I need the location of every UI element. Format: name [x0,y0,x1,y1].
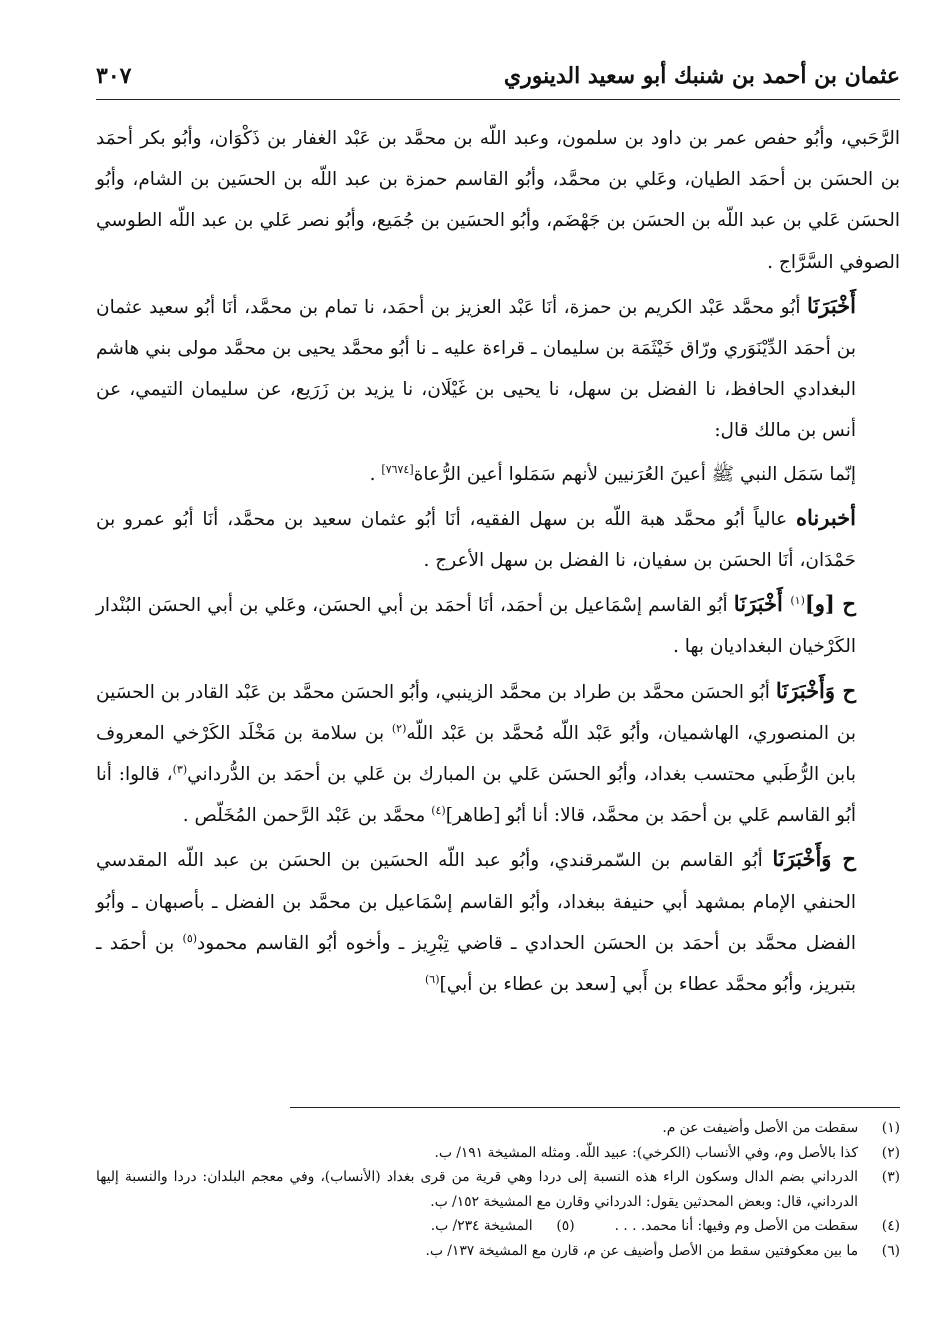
paragraph-lead: ح وَأَخْبَرَنَا [772,846,856,872]
running-header [96,56,900,96]
footnote-row [96,1214,900,1239]
paragraph-text: أبُو القاسم إسْمَاعيل بن أحمَد، أنَا أحمَد بن أبي الحسَن، وعَلي بن أبي الحسَن البُنْدار الكَرْخيان البغداديان بها . [96,595,856,658]
footnote-number: (١) [881,1120,900,1136]
paragraph-text: أبُو محمَّد عَبْد الكريم بن حمزة، أنَا عَبْد العزيز بن أحمَد، نا تمام بن محمَّد، أنَا أبُو سعيد عثمان بن أحمَد الدِّيْنَوَري ورّاق خَيْثَمَة بن سليمان ـ قراءة عليه ـ نا أبُو محمَّد يحيى بن محمَّد مولى بني هاشم البغدادي الحافظ، نا الفضل بن سهل، نا يحيى بن غَيْلَان، نا يزيد بن زَرَيع، عن سليمان التيمي، عن أنس بن مالك قال: [96,296,856,442]
footnote-rule [290,1107,900,1108]
footnote-text: سقطت من الأصل وم وفيها: أنا محمد. . . . [614,1218,858,1234]
footnotes [96,1116,900,1263]
paragraph-text: بن أحمَد ـ بتبريز، وأبُو محمَّد عطاء بن أَبي [سعد بن عطاء بن أبي] [96,932,856,996]
footnote-ref: (٣) [172,762,188,776]
paragraph-prefix: ح [و] [804,591,856,617]
paragraph-text: عالياً أبُو محمَّد هبة اللّه بن سهل الفقيه، أنَا أبُو عثمان سعيد بن محمَّد، أنَا أبُو عمرو بن حَمْدَان، أنَا الحسَن بن سفيان، نا الفضل بن سهل الأعرج . [96,508,856,572]
chapter-title: عثمان بن أحمد بن شنبك أبو سعيد الدينوري [503,63,900,89]
paragraph [96,670,900,837]
footnote-number: (٤) [881,1218,900,1234]
paragraph-text: ، قالوا: أنا أبُو القاسم عَلي بن أحمَد بن محمَّد، قالا: أنا أبُو [طاهر] [96,764,856,827]
paragraph-text: الرَّحَبي، وأبُو حفص عمر بن داود بن سلمون، وعبد اللّه بن محمَّد بن عَبْد الغفار بن ذَكْوَان، وأبُو بكر أحمَد بن الحسَن بن أحمَد الطيان، وعَلي بن محمَّد، وأبُو القاسم حمزة بن عبد اللّه بن الحسَين بن الشام، وأبُو الحسَن عَلي بن عبد اللّه بن الحسَن بن جَهْضَم، وأبُو الحسَين بن جُمَيع، وأبُو نصر عَلي بن عبد اللّه الطوسي الصوفي السَّرَّاج . [96,128,900,273]
paragraph [96,118,900,283]
footnote-text: سقطت من الأصل وأضيفت عن م. [662,1120,858,1136]
footnote-ref: (٢) [391,721,407,735]
footnote-text: المشيخة ٢٣٤/ ب. [430,1218,533,1234]
footnote-ref: (٥) [182,931,198,945]
paragraph-tail: . [369,463,382,485]
footnote [615,1214,900,1239]
header-rule [96,99,900,100]
hadith-text [96,454,900,495]
paragraph-text: بن سلامة بن مَخْلَد الكَرْخي المعروف بابن الرُّطَبي محتسب بغداد، وأبُو الحسَن عَلي بن المبارك بن عَلي بن أحمَد بن الدُّرداني [96,722,856,786]
paragraph-lead: أَخْبَرَنَا [733,591,791,617]
footnote-number: (٥) [556,1218,575,1234]
footnote [431,1214,575,1239]
paragraph [96,285,900,452]
paragraph-text: أبُو القاسم بن السّمرقندي، وأبُو عبد اللّه الحسَين بن الحسَن بن عبد اللّه المقدسي الحنفي الإمام بمشهد أبي حنيفة ببغداد، وأبُو القاسم إسْمَاعيل بن محمَّد بن الفضل ـ بأصبهان ـ وأبُو الفضل محمَّد بن أحمَد بن الحسَن الحدادي ـ قاضي تِبْرِيز ـ وأخوه أبُو القاسم محمود [96,850,856,954]
footnote-ref: (١) [790,594,805,608]
footnote-text: كذا بالأصل وم، وفي الأنساب (الكرخي): عبيد اللّه. ومثله المشيخة ١٩١/ ب. [434,1144,858,1161]
footnote-number: (٣) [881,1169,900,1185]
footnote-text: ما بين معكوفتين سقط من الأصل وأضيف عن م، قارن مع المشيخة ١٣٧/ ب. [425,1242,858,1259]
paragraph-text: أبُو الحسَن محمَّد بن طراد بن محمَّد الزينبي، وأبُو الحسَن محمَّد بن عَبْد القادر بن الحسَين بن المنصوري، الهاشميان، وأبُو عَبْد اللّه مُحمَّد بن عَبْد اللّه [96,681,857,744]
paragraph [96,838,900,1005]
footnote-number: (٦) [881,1242,900,1259]
footnote-ref: (٦) [425,972,440,986]
footnote-ref: (٤) [431,804,446,818]
paragraph-lead: أخبرناه [796,504,856,530]
main-text [96,118,900,1007]
footnote [96,1116,900,1141]
footnote [96,1165,900,1214]
footnote [96,1239,900,1264]
paragraph-lead: ح وَأَخْبَرَنَا [775,677,857,703]
footnote [96,1141,900,1166]
paragraph-lead: أَخْبَرَنَا [807,292,856,318]
hadith-number: [٧٦٧٤] [381,462,414,476]
paragraph [96,583,900,667]
paragraph-text: محمَّد بن عَبْد الرَّحمن المُخَلّص . [182,805,432,827]
page-number: ٣٠٧ [96,63,132,89]
paragraph-text: إنّما سَمَل النبي ﷺ أعينَ العُرَنيين لأنهم سَمَلوا أعين الرُّعاة [413,463,856,485]
footnote-number: (٢) [881,1144,900,1161]
footnote-text: الدرداني بضم الدال وسكون الراء هذه النسبة إلى دردا وهي قرية من قرى بغداد (الأنساب)، وفي معجم البلدان: دردا والنسبة إليها الدرداني، قال: وبعض المحدثين يقول: الدرداني وقارن مع المشيخة ١٥٢/ ب. [96,1169,858,1210]
paragraph [96,497,900,581]
